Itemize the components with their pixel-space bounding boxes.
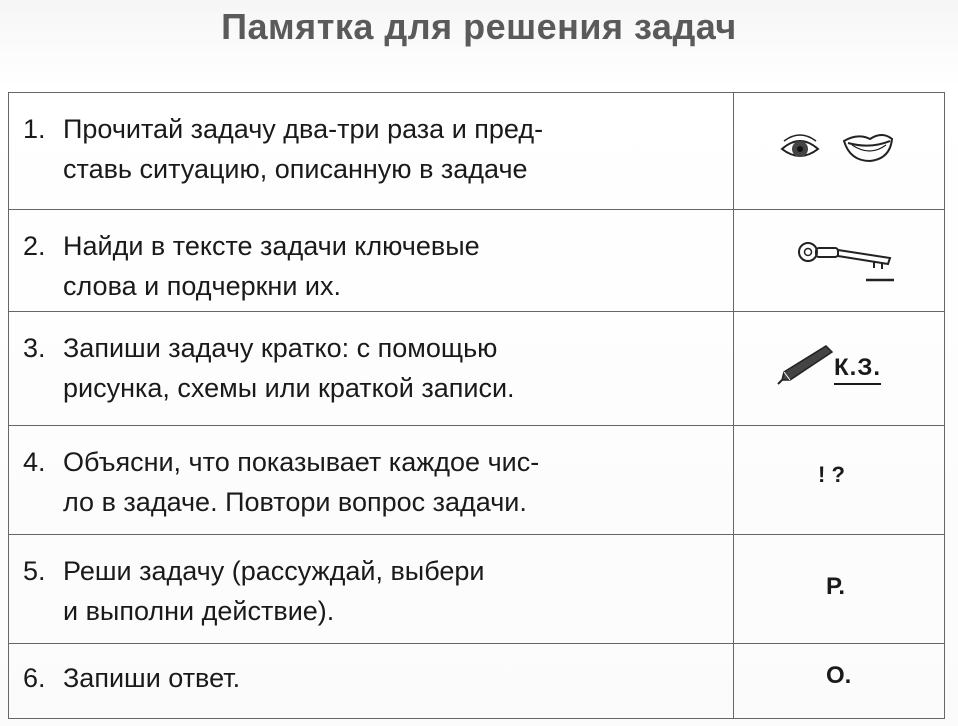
- step-symbol-cell: [734, 644, 944, 718]
- step-symbol-cell: [734, 426, 944, 534]
- step-text: Найди в тексте задачи ключевые слова и подчеркни их.: [63, 231, 480, 301]
- step-text-cell: [9, 210, 734, 311]
- step-number: 6.: [23, 663, 46, 693]
- step-text-cell: [9, 426, 734, 534]
- page-title: Памятка для решения задач: [221, 6, 737, 47]
- step-text: Запиши задачу кратко: с помощью рисунка, схемы или краткой записи.: [63, 333, 515, 403]
- step-text: Объясни, что показывает каждое чис- ло в задаче. Повтори вопрос задачи.: [63, 447, 540, 517]
- memo-table: [8, 92, 945, 719]
- memo-row-3: [9, 312, 944, 426]
- step-symbol-cell: [734, 210, 944, 311]
- step-number: 5.: [23, 556, 46, 586]
- step-number: 4.: [23, 447, 46, 477]
- step-text-cell: [9, 312, 734, 425]
- answer-symbol: О.: [826, 662, 852, 689]
- step-text-cell: [9, 93, 734, 209]
- short-record-symbol: К.З.: [834, 354, 881, 385]
- step-text: Реши задачу (рассуждай, выбери и выполни действие).: [63, 556, 485, 626]
- pencil-icon: [774, 342, 834, 386]
- step-text-cell: [9, 535, 734, 643]
- step-symbol-cell: [734, 93, 944, 209]
- memo-row-1: [9, 93, 944, 210]
- step-symbol-cell: [734, 312, 944, 425]
- eye-and-mouth-icon: [778, 127, 896, 169]
- memo-row-2: [9, 210, 944, 312]
- memo-row-4: [9, 426, 944, 535]
- step-text: Запиши ответ.: [63, 663, 241, 693]
- step-number: 1.: [23, 114, 46, 144]
- step-text: Прочитай задачу два-три раза и пред- ставь ситуацию, описанную в задаче: [63, 114, 544, 184]
- memo-row-6: [9, 644, 944, 719]
- question-symbol: ! ?: [818, 462, 845, 487]
- step-number: 3.: [23, 333, 46, 363]
- memo-row-5: [9, 535, 944, 644]
- step-number: 2.: [23, 231, 46, 261]
- step-symbol-cell: [734, 535, 944, 643]
- solution-symbol: Р.: [826, 573, 846, 600]
- step-text-cell: [9, 644, 734, 718]
- key-underline-icon: [794, 232, 898, 288]
